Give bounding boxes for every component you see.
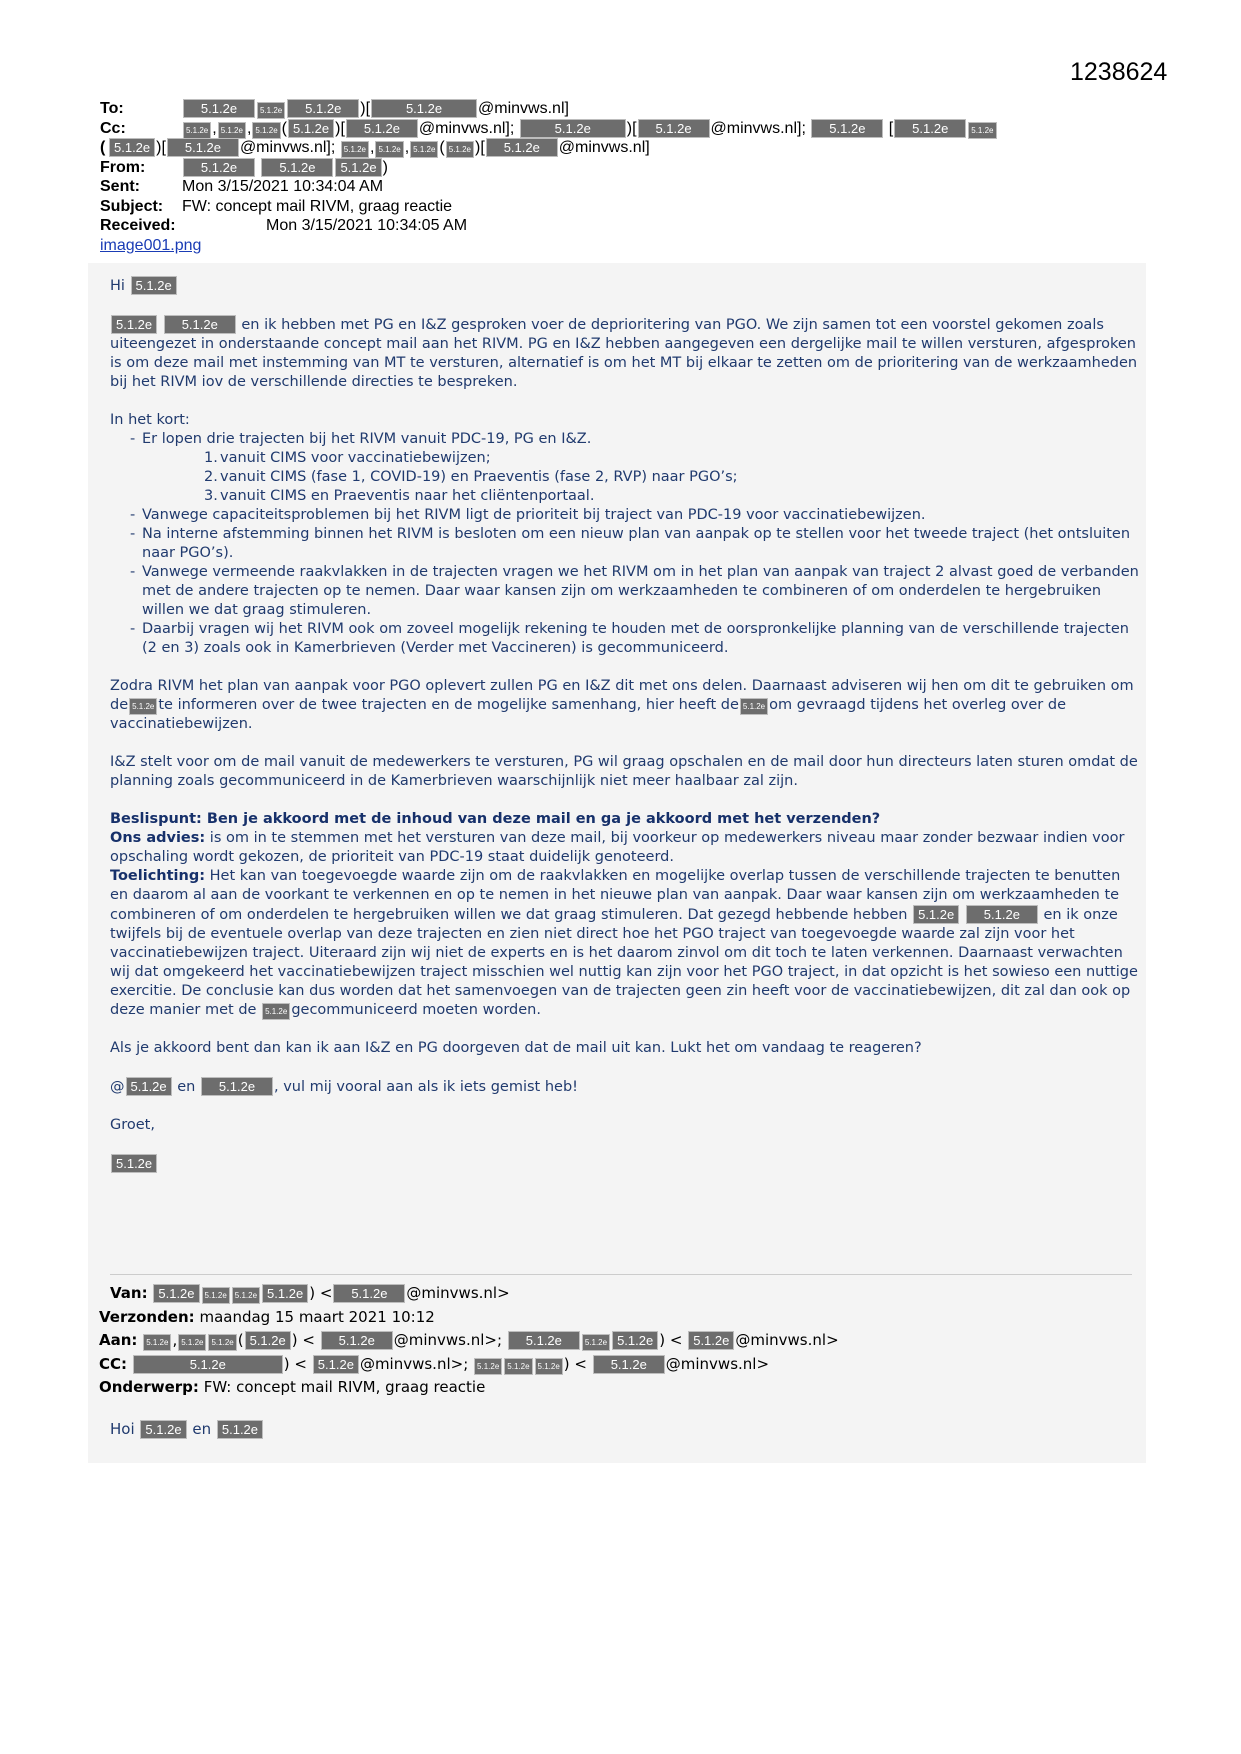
redaction: 5.1.2e	[333, 1284, 405, 1303]
redaction: 5.1.2e	[131, 276, 177, 295]
redaction: 5.1.2e	[201, 1077, 273, 1096]
redaction: 5.1.2e	[638, 119, 710, 138]
redaction: 5.1.2e	[167, 138, 239, 157]
redaction: 5.1.2e	[178, 1334, 206, 1351]
forwarded-greeting: Hoi 5.1.2e en 5.1.2e	[110, 1420, 264, 1439]
redaction: 5.1.2e	[474, 1358, 502, 1375]
redaction: 5.1.2e	[232, 1287, 260, 1304]
received-row	[100, 216, 1160, 236]
redaction: 5.1.2e	[535, 1358, 563, 1375]
cc-value-2: 5.1.2e )[ 5.1.2e @minvws.nl]; 5.1.2e , 5.1.2e , 5.1.2e ( 5.1.2e )[ 5.1.2e @minvws.nl]	[108, 138, 650, 158]
redaction: 5.1.2e	[140, 1420, 186, 1439]
numbered-item-2: 2. vanuit CIMS (fase 1, COVID-19) en Praeventis (fase 2, RVP) naar PGO’s;	[204, 469, 738, 485]
decision-point: Beslispunt: Ben je akkoord met de inhoud van deze mail en ga je akkoord met het verzenden?	[110, 811, 881, 827]
separator-line	[110, 1274, 1132, 1275]
redaction: 5.1.2e	[593, 1355, 665, 1374]
closing: Groet,	[110, 1117, 155, 1133]
redaction: 5.1.2e	[111, 1154, 157, 1173]
email-domain: @minvws.nl];	[239, 139, 336, 156]
redaction: 5.1.2e	[520, 119, 626, 138]
sent-row	[100, 177, 1160, 197]
redaction: 5.1.2e	[375, 141, 403, 158]
cc-row-fwd: CC: 5.1.2e ) < 5.1.2e @minvws.nl>; 5.1.2e 5.1.2e 5.1.2e ) < 5.1.2e @minvws.nl>	[99, 1354, 770, 1373]
numbered-item-3: 3. vanuit CIMS en Praeventis naar het cliëntenportaal.	[204, 488, 595, 504]
redaction: 5.1.2e	[288, 119, 334, 138]
to-value: 5.1.2e 5.1.2e 5.1.2e )[ 5.1.2e @minvws.nl]	[182, 99, 569, 119]
paragraph-plan: Zodra RIVM het plan van aanpak voor PGO oplevert zullen PG en I&Z dit met ons delen. Daarnaast adviseren wij hen om dit te gebruiken om de 5.1.2e te informeren over de twee trajecten en de mogelijke samenhang, hier heeft de 5.1.2e om gevraagd tijdens het overleg over de vaccinatiebewijzen.	[110, 678, 1134, 732]
redaction: 5.1.2e	[218, 122, 246, 139]
redaction: 5.1.2e	[262, 1284, 308, 1303]
redaction: 5.1.2e	[109, 138, 155, 157]
redaction: 5.1.2e	[346, 119, 418, 138]
redaction: 5.1.2e	[486, 138, 558, 157]
redaction: 5.1.2e	[811, 119, 883, 138]
email-domain: @minvws.nl]	[478, 100, 569, 117]
redaction: 5.1.2e	[261, 158, 333, 177]
advice: Ons advies: is om in te stemmen met het versturen van deze mail, bij voorkeur op medewerkers niveau maar zonder bezwaar indien voor opschaling wordt gekozen, de prioriteit van PDC-19 staat duidelijk genoteerd.	[110, 830, 1125, 865]
paragraph-iz: I&Z stelt voor om de mail vanuit de medewerkers te versturen, PG wil graag opschalen en de mail door hun directeurs laten sturen omdat de planning zoals gecommuniceerd in de Kamerbrieven waarschijnlijk niet meer haalbaar zal zijn.	[110, 754, 1138, 789]
to-label: To:	[100, 100, 124, 117]
from-value: 5.1.2e 5.1.2e 5.1.2e )	[182, 158, 388, 178]
cc-row	[100, 119, 1160, 139]
redaction: 5.1.2e	[894, 119, 966, 138]
numbered-item-1: 1. vanuit CIMS voor vaccinatiebewijzen;	[204, 450, 491, 466]
redaction: 5.1.2e	[208, 1334, 236, 1351]
redaction: 5.1.2e	[217, 1420, 263, 1439]
onderwerp-row: Onderwerp: FW: concept mail RIVM, graag reactie	[99, 1378, 486, 1396]
van-row: Van: 5.1.2e 5.1.2e 5.1.2e 5.1.2e ) < 5.1.2e @minvws.nl>	[110, 1284, 510, 1302]
email-domain: @minvws.nl]	[558, 139, 650, 156]
redaction: 5.1.2e	[164, 315, 236, 334]
email-header	[100, 99, 1160, 255]
redaction: 5.1.2e	[504, 1358, 532, 1375]
cc-row-2: ( 5.1.2e )[ 5.1.2e @minvws.nl]; 5.1.2e , 5.1.2e , 5.1.2e ( 5.1.2e )[ 5.1.2e @minvws.nl]	[100, 139, 650, 156]
signature	[110, 1154, 1140, 1174]
redaction: 5.1.2e	[410, 141, 438, 158]
redaction: 5.1.2e	[321, 1331, 393, 1350]
summary-heading: In het kort:	[110, 412, 190, 428]
message-body	[110, 276, 1140, 1193]
bullet-3: - Na interne afstemming binnen het RIVM is besloten om een nieuw plan van aanpak op te stellen voor het tweede traject (het ontsluiten naar PGO’s).	[110, 525, 1140, 563]
redaction: 5.1.2e	[341, 141, 369, 158]
redaction: 5.1.2e	[508, 1331, 580, 1350]
redaction: 5.1.2e	[335, 158, 381, 177]
sent-value: Mon 3/15/2021 10:34:04 AM	[182, 178, 384, 195]
mention-line: @ 5.1.2e en 5.1.2e , vul mij vooral aan als ik iets gemist heb!	[110, 1079, 578, 1095]
redaction: 5.1.2e	[582, 1334, 610, 1351]
redaction: 5.1.2e	[153, 1284, 199, 1303]
from-row	[100, 158, 1160, 178]
bullet-4: - Vanwege vermeende raakvlakken in de trajecten vragen we het RIVM om in het plan van aanpak van traject 2 alvast goed de verbanden met de andere trajecten op te nemen. Daar waar kansen zijn om werkzaamheden te combineren of om onderdelen te hergebruiken willen we dat graag stimuleren.	[110, 563, 1140, 620]
redaction: 5.1.2e	[740, 698, 768, 715]
redaction: 5.1.2e	[287, 99, 359, 118]
bullet-2: - Vanwege capaciteitsproblemen bij het RIVM ligt de prioriteit bij traject van PDC-19 voor vaccinatiebewijzen.	[110, 506, 1140, 525]
verzonden-row: Verzonden: maandag 15 maart 2021 10:12	[99, 1307, 435, 1326]
from-label: From:	[100, 158, 146, 176]
forwarded-header	[99, 1282, 1139, 1400]
attachment-link[interactable]: image001.png	[100, 236, 202, 254]
redaction: 5.1.2e	[143, 1334, 171, 1351]
redaction: 5.1.2e	[183, 158, 255, 177]
redaction: 5.1.2e	[913, 905, 959, 924]
redaction: 5.1.2e	[966, 905, 1038, 924]
attachment-row	[100, 236, 1160, 256]
redaction: 5.1.2e	[968, 122, 996, 139]
redaction: 5.1.2e	[129, 698, 157, 715]
redaction: 5.1.2e	[688, 1331, 734, 1350]
subject-value: FW: concept mail RIVM, graag reactie	[182, 197, 453, 215]
redaction: 5.1.2e	[183, 99, 255, 118]
redaction: 5.1.2e	[245, 1331, 291, 1350]
redaction: 5.1.2e	[183, 122, 211, 139]
received-label: Received:	[100, 217, 176, 234]
redaction: 5.1.2e	[446, 141, 474, 158]
email-domain: @minvws.nl];	[710, 119, 806, 137]
redaction: 5.1.2e	[313, 1355, 359, 1374]
intro-paragraph: 5.1.2e 5.1.2e en ik hebben met PG en I&Z gesproken voer de deprioritering van PGO. We zijn samen tot een voorstel gekomen zoals uiteengezet in onderstaande concept mail aan het RIVM. PG en I&Z hebben aangegeven een dergelijke mail te willen versturen, afgesproken is om deze mail met instemming van MT te versturen, alternatief is om het MT bij elkaar te zetten om de prioritering van de werkzaamheden bij het RIVM iov de verschillende directies te bespreken.	[110, 317, 1138, 390]
bullet-1: - Er lopen drie trajecten bij het RIVM vanuit PDC-19, PG en I&Z.	[110, 430, 1140, 449]
redaction: 5.1.2e	[262, 1003, 290, 1020]
redaction: 5.1.2e	[126, 1077, 172, 1096]
bullet-5: - Daarbij vragen wij het RIVM ook om zoveel mogelijk rekening te houden met de oorspronkelijke planning van de verschillende trajecten (2 en 3) zoals ook in Kamerbrieven (Verder met Vaccineren) is gecommuniceerd.	[110, 620, 1140, 658]
redaction: 5.1.2e	[257, 102, 285, 119]
redaction: 5.1.2e	[133, 1355, 283, 1374]
redaction: 5.1.2e	[252, 122, 280, 139]
cc-label: Cc:	[100, 119, 126, 137]
greeting: Hi 5.1.2e	[110, 276, 1140, 296]
redaction: 5.1.2e	[111, 315, 157, 334]
to-row	[100, 99, 1160, 119]
paragraph-request: Als je akkoord bent dan kan ik aan I&Z en PG doorgeven dat de mail uit kan. Lukt het om vandaag te reageren?	[110, 1040, 922, 1056]
redaction: 5.1.2e	[202, 1287, 230, 1304]
cc-value: 5.1.2e , 5.1.2e , 5.1.2e ( 5.1.2e )[ 5.1.2e @minvws.nl]; 5.1.2e )[ 5.1.2e @minvws.nl]; 5.1.2e [ 5.1.2e 5.1.2e	[182, 119, 998, 139]
subject-label: Subject:	[100, 197, 164, 215]
subject-row	[100, 197, 1160, 217]
document-number: 1238624	[1070, 58, 1168, 86]
redaction: 5.1.2e	[371, 99, 477, 118]
sent-label: Sent:	[100, 178, 140, 195]
redaction: 5.1.2e	[612, 1331, 658, 1350]
aan-row: Aan: 5.1.2e , 5.1.2e 5.1.2e ( 5.1.2e ) < 5.1.2e @minvws.nl>; 5.1.2e 5.1.2e 5.1.2e ) < 5.1.2e @minvws.nl>	[99, 1331, 839, 1349]
email-domain: @minvws.nl];	[418, 119, 515, 137]
received-value: Mon 3/15/2021 10:34:05 AM	[266, 217, 468, 234]
explanation: Toelichting: Het kan van toegevoegde waarde zijn om de raakvlakken en mogelijke overlap tussen de verschillende trajecten te benutten en daarom al aan de voorkant te verkennen en op te nemen in het nieuwe plan van aanpak. Daar waar kansen zijn om werkzaamheden te combineren of om onderdelen te hergebruiken willen we dat graag stimuleren. Dat gezegd hebbende hebben 5.1.2e 5.1.2e en ik onze twijfels bij de eventuele overlap van deze trajecten en zien niet direct hoe het PGO traject van toegevoegde waarde zal zijn voor het vaccinatiebewijzen traject. Uiteraard zijn wij niet de experts en is het daarom zinvol om dit toch te laten verkennen. Daarnaast verwachten wij dat omgekeerd het vaccinatiebewijzen traject misschien wel nuttig kan zijn voor het PGO traject, in dat opzicht is het sowieso een nuttige exercitie. De conclusie kan dus worden dat het samenvoegen van de trajecten geen zin heeft voor de vaccinatiebewijzen, dit zal dan ook op deze manier met de 5.1.2e gecommuniceerd moeten worden.	[110, 868, 1138, 1018]
